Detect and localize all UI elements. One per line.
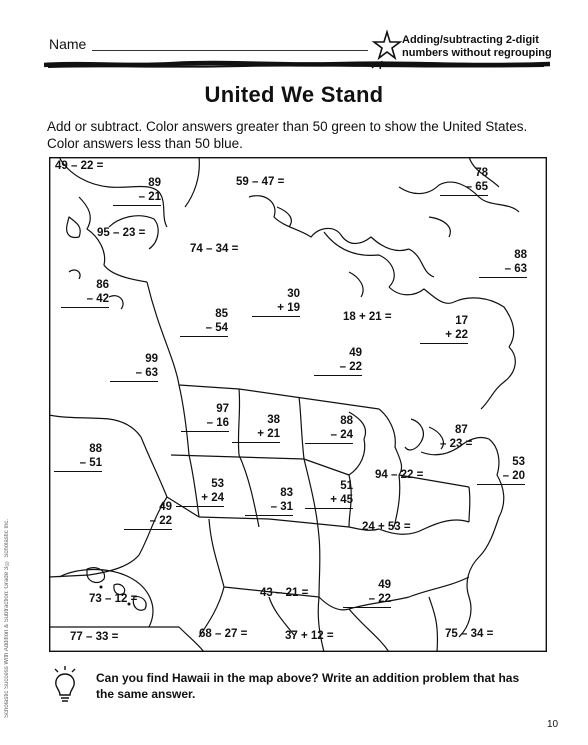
answer-line: [305, 508, 353, 509]
vertical-problem: [343, 578, 391, 608]
answer-line: [479, 277, 527, 278]
top-number: 49: [378, 579, 391, 591]
bottom-number: – 22: [368, 593, 391, 605]
vertical-problem: [110, 352, 158, 382]
problem: 75 – 34 =: [445, 628, 494, 640]
problem: 43 – 21 =: [260, 587, 309, 599]
vertical-problem: [305, 414, 353, 444]
top-number: 49: [159, 501, 172, 513]
skill-line-1: Adding/subtracting 2-digit: [402, 34, 539, 46]
vertical-problem: [180, 307, 228, 337]
bottom-number: – 63: [135, 367, 158, 379]
problem: 59 – 47 =: [236, 176, 285, 188]
problem: 37 + 12 =: [285, 630, 334, 642]
vertical-problem: [420, 314, 468, 344]
top-number: 78: [475, 167, 488, 179]
bottom-number: – 24: [330, 429, 353, 441]
bottom-number: – 63: [504, 263, 527, 275]
problem: 49 – 22 =: [55, 160, 104, 172]
vertical-problem: [305, 479, 353, 509]
answer-line: [113, 205, 161, 206]
vertical-problem: [54, 442, 102, 472]
answer-line: [252, 316, 300, 317]
bottom-number: – 42: [86, 293, 109, 305]
bottom-number: – 22: [339, 361, 362, 373]
answer-line: [245, 515, 293, 516]
bottom-number: – 54: [205, 322, 228, 334]
bottom-number: + 45: [330, 494, 353, 506]
top-number: 97: [216, 403, 229, 415]
answer-line: [61, 307, 109, 308]
bottom-number: – 65: [465, 181, 488, 193]
answer-line: [176, 506, 224, 507]
bottom-number: – 22: [149, 515, 172, 527]
problem: 87: [455, 424, 468, 436]
bottom-number: + 24: [201, 492, 224, 504]
bottom-number: – 51: [79, 457, 102, 469]
problem: 95 – 23 =: [97, 227, 146, 239]
problem: 68 – 27 =: [199, 628, 248, 640]
answer-line: [440, 195, 488, 196]
top-number: 38: [267, 414, 280, 426]
side-copyright: Scholastic Success With Addition & Subtraction: Grade 3 © Scholastic Inc.: [4, 518, 10, 718]
bottom-number: + 21: [257, 428, 280, 440]
answer-line: [181, 431, 229, 432]
vertical-problem: [252, 287, 300, 317]
vertical-problem: [232, 413, 280, 443]
problem: 73 – 12 =: [89, 593, 138, 605]
answer-line: [314, 375, 362, 376]
top-number: 86: [96, 279, 109, 291]
bottom-number: – 21: [138, 191, 161, 203]
vertical-problem: [440, 166, 488, 196]
vertical-problem: [176, 477, 224, 507]
vertical-problem: [477, 455, 525, 485]
top-number: 53: [512, 456, 525, 468]
vertical-problem: [113, 176, 161, 206]
top-number: 53: [211, 478, 224, 490]
top-number: 83: [280, 487, 293, 499]
brush-stroke-divider: [44, 59, 550, 71]
lightbulb-icon: [50, 664, 80, 702]
name-label: Name: [49, 36, 87, 52]
bottom-number: + 19: [277, 302, 300, 314]
vertical-problem: [61, 278, 109, 308]
answer-line: [343, 607, 391, 608]
top-number: 17: [455, 315, 468, 327]
instructions: Add or subtract. Color answers greater than 50 green to show the United States. Color answers less than 50 blue.: [47, 119, 528, 151]
top-number: 99: [145, 353, 158, 365]
vertical-problem: [479, 248, 527, 278]
hawaii-question: Can you find Hawaii in the map above? Write an addition problem that has the same answer.: [96, 671, 520, 701]
answer-line: [124, 529, 172, 530]
problem: 74 – 34 =: [190, 243, 239, 255]
top-number: 85: [215, 308, 228, 320]
vertical-problem: [245, 486, 293, 516]
answer-line: [54, 471, 102, 472]
top-number: 88: [340, 415, 353, 427]
answer-line: [180, 336, 228, 337]
problem: – 23 =: [440, 438, 473, 450]
top-number: 89: [148, 177, 161, 189]
name-line: [92, 50, 368, 51]
vertical-problem: [181, 402, 229, 432]
problem: 77 – 33 =: [70, 631, 119, 643]
top-number: 30: [287, 288, 300, 300]
problem: 18 + 21 =: [343, 311, 392, 323]
top-number: 51: [340, 480, 353, 492]
problem: 24 + 53 =: [362, 521, 411, 533]
bottom-number: – 31: [270, 501, 293, 513]
answer-line: [232, 442, 280, 443]
bottom-number: + 22: [445, 329, 468, 341]
bottom-number: – 16: [206, 417, 229, 429]
vertical-problem: [124, 500, 172, 530]
bottom-number: – 20: [502, 470, 525, 482]
answer-line: [110, 381, 158, 382]
answer-line: [477, 484, 525, 485]
top-number: 88: [89, 443, 102, 455]
answer-line: [420, 343, 468, 344]
top-number: 88: [514, 249, 527, 261]
answer-line: [305, 443, 353, 444]
page-title: United We Stand: [204, 82, 384, 107]
vertical-problem: [314, 346, 362, 376]
page-number: 10: [547, 719, 559, 730]
problem: 94 – 22 =: [375, 469, 424, 481]
skill-line-2: numbers without regrouping: [402, 47, 552, 59]
top-number: 49: [349, 347, 362, 359]
skill-label: [402, 34, 552, 60]
